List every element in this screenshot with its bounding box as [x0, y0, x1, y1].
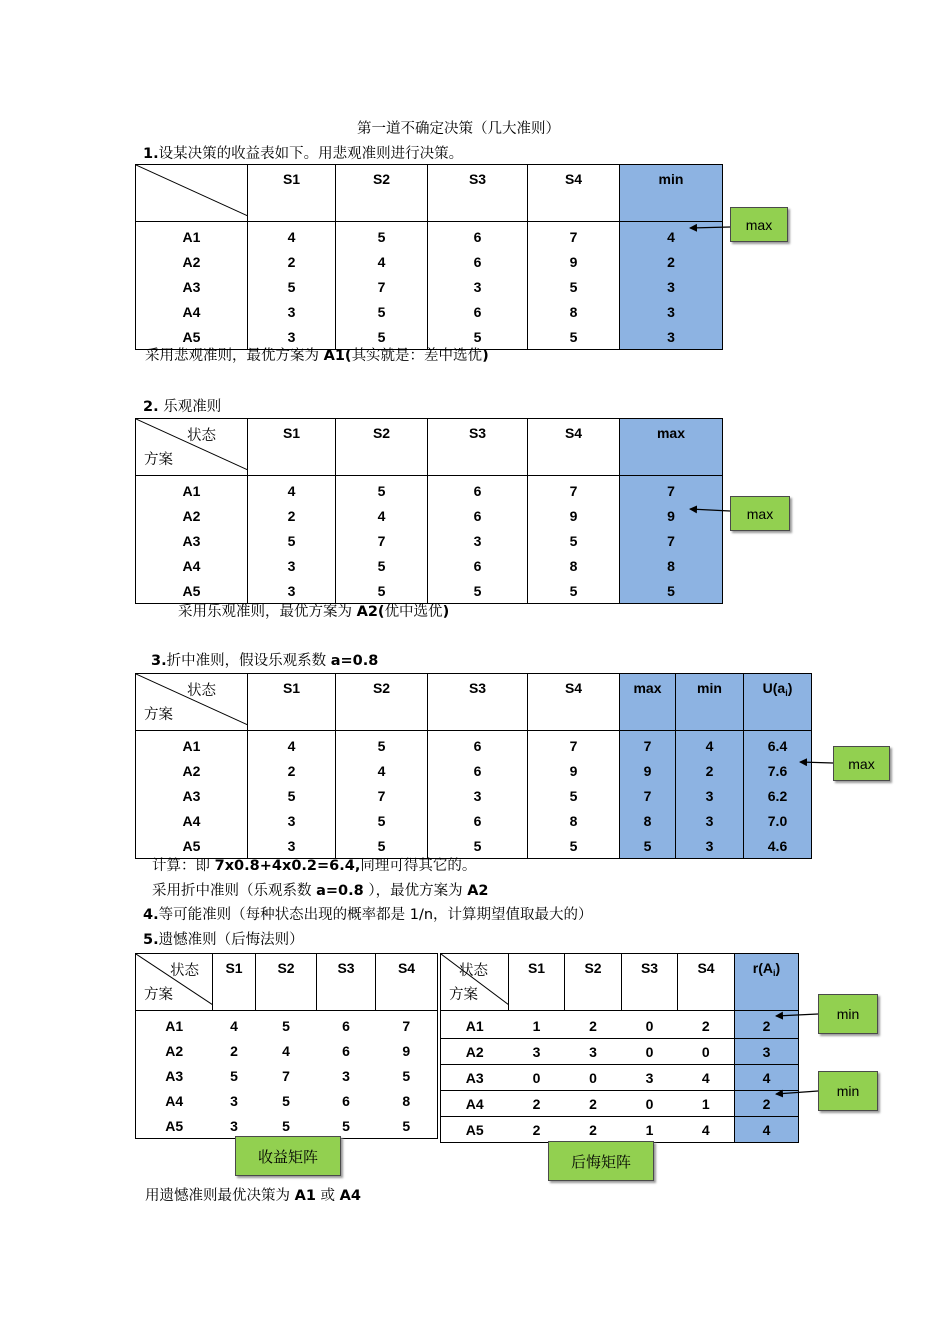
conclusion-note: 优中选优	[384, 604, 443, 620]
callout-max-1: max	[730, 207, 788, 242]
cell: 6	[428, 222, 528, 250]
cell: 6	[428, 808, 528, 833]
cell: 3	[230, 1092, 238, 1109]
min-cell: 3	[676, 783, 744, 808]
cell: 1	[622, 1117, 678, 1143]
cell: 0	[622, 1039, 678, 1065]
corner-option-label: 方案	[144, 987, 173, 1003]
max-cell: 7	[620, 731, 676, 759]
calc-formula: 7x0.8+4x0.2=6.4,	[214, 858, 361, 874]
cell: 2	[565, 1117, 622, 1143]
col-header: S3	[622, 954, 678, 1011]
col-header: S2	[256, 954, 317, 1011]
cell: 1	[532, 1017, 541, 1034]
col-header: S1	[213, 954, 256, 1011]
cell: 5	[336, 833, 428, 859]
row-label: A3	[182, 278, 201, 295]
cell: 3	[622, 1065, 678, 1091]
cell: 6	[342, 1042, 350, 1059]
cell: 3	[248, 808, 336, 833]
max-cell: 8	[620, 808, 676, 833]
row-label: A3	[182, 532, 201, 549]
row-label: A5	[182, 582, 201, 599]
cell: 5	[528, 578, 620, 604]
cell: 5	[248, 783, 336, 808]
payoff-matrix-label: 收益矩阵	[235, 1136, 341, 1176]
section5-number: 5.	[143, 932, 159, 948]
cell: 2	[248, 758, 336, 783]
corner-state-label: 状态	[187, 683, 216, 699]
r-header-main: r(A	[752, 960, 774, 976]
max-cell: 9	[620, 758, 676, 783]
conclusion-answer-1: A1	[294, 1188, 316, 1204]
min-cell: 3	[676, 833, 744, 859]
row-label: A1	[465, 1017, 484, 1034]
max-cell: 9	[620, 503, 723, 528]
cell: 5	[336, 578, 428, 604]
cell: 5	[282, 1092, 290, 1109]
max-cell: 7	[620, 476, 723, 504]
min-cell: 3	[620, 274, 723, 299]
cell: 9	[528, 503, 620, 528]
min-header: min	[676, 674, 744, 731]
cell: 3	[565, 1039, 622, 1065]
cell: 3	[248, 833, 336, 859]
r-cell: 2	[735, 1091, 799, 1117]
cell: 5	[336, 476, 428, 504]
cell: 5	[336, 222, 428, 250]
min-cell: 4	[620, 222, 723, 250]
cell: 6	[428, 249, 528, 274]
cell: 0	[645, 1017, 654, 1034]
cell: 7	[528, 222, 620, 250]
corner-state-label: 状态	[459, 963, 488, 979]
conclusion-text: 采用悲观准则，最优方案为	[145, 348, 324, 364]
col-header: S2	[336, 419, 428, 476]
arrow-left-icon	[690, 227, 730, 228]
cell: 9	[528, 249, 620, 274]
conclusion-answer: A2(	[356, 604, 385, 620]
col-header: S1	[248, 674, 336, 731]
row-label: A3	[165, 1067, 184, 1084]
cell: 7	[528, 731, 620, 759]
cell: 7	[528, 476, 620, 504]
cell: 9	[402, 1042, 411, 1059]
row-label: A1	[182, 482, 201, 499]
cell: 5	[428, 578, 528, 604]
col-header: S1	[248, 419, 336, 476]
cell: 4	[336, 249, 428, 274]
cell: 9	[528, 758, 620, 783]
cell: 3	[428, 783, 528, 808]
cell: 7	[282, 1067, 290, 1084]
cell: 5	[336, 324, 428, 350]
cell: 2	[248, 249, 336, 274]
cell: 8	[528, 553, 620, 578]
min-cell: 4	[676, 731, 744, 759]
col-header: S3	[428, 674, 528, 731]
corner-state-label: 状态	[187, 428, 216, 444]
arrow-left-icon	[800, 762, 833, 763]
arrow-left-icon	[776, 1091, 818, 1094]
section3-heading-text: 折中准则，假设乐观系数	[166, 653, 331, 669]
callout-min-1: min	[818, 994, 878, 1034]
cell: 5	[230, 1067, 238, 1084]
u-cell: 6.2	[744, 783, 812, 808]
cell: 6	[428, 299, 528, 324]
cell: 2	[701, 1017, 710, 1034]
cell: 6	[428, 731, 528, 759]
cell: 5	[248, 274, 336, 299]
cell: 0	[509, 1065, 565, 1091]
section2-heading-text: 乐观准则	[158, 399, 222, 415]
cell: 1	[678, 1091, 735, 1117]
max-cell: 7	[620, 783, 676, 808]
row-label: A4	[182, 812, 201, 829]
r-cell: 3	[735, 1039, 799, 1065]
col-header: S4	[528, 165, 620, 222]
section1-heading-text: 设某决策的收益表如下。用悲观准则进行决策。	[158, 146, 464, 162]
row-label: A1	[182, 737, 201, 754]
section4-fraction: 1/n	[409, 907, 434, 923]
max-cell: 5	[620, 578, 723, 604]
cell: 0	[678, 1039, 735, 1065]
cell: 2	[589, 1017, 597, 1034]
row-label: A4	[182, 557, 201, 574]
cell: 5	[528, 833, 620, 859]
conclusion-text: 采用乐观准则，最优方案为	[178, 604, 357, 620]
cell: 7	[402, 1017, 411, 1034]
col-header: S1	[509, 954, 565, 1011]
max-cell: 8	[620, 553, 723, 578]
min-cell: 2	[620, 249, 723, 274]
cell: 3	[248, 299, 336, 324]
cell: 2	[509, 1091, 565, 1117]
cell: 3	[248, 553, 336, 578]
cell: 5	[282, 1017, 290, 1034]
arrow-left-icon	[776, 1014, 818, 1016]
cell: 6	[428, 476, 528, 504]
cell: 5	[342, 1117, 350, 1134]
min-cell: 3	[620, 299, 723, 324]
row-label: A4	[441, 1091, 509, 1117]
cell: 8	[528, 808, 620, 833]
row-label: A1	[165, 1017, 184, 1034]
cell: 6	[428, 553, 528, 578]
r-cell: 4	[735, 1117, 799, 1143]
u-header-sub: i	[785, 688, 788, 698]
page-title: 第一道不确定决策（几大准则）	[357, 121, 560, 137]
concl-text: 采用折中准则（乐观系数	[152, 883, 317, 899]
max-cell: 7	[620, 528, 723, 553]
cell: 7	[336, 528, 428, 553]
cell: 2	[565, 1091, 622, 1117]
cell: 5	[336, 299, 428, 324]
section4-text-2: ，计算期望值取最大的）	[433, 907, 593, 923]
cell: 3	[230, 1117, 238, 1134]
row-label: A4	[182, 303, 201, 320]
r-header-end: )	[775, 960, 781, 976]
col-header: S3	[428, 165, 528, 222]
cell: 4	[282, 1042, 290, 1059]
cell: 4	[248, 731, 336, 759]
row-label: A2	[182, 253, 201, 270]
cell: 3	[342, 1067, 350, 1084]
u-cell: 4.6	[744, 833, 812, 859]
cell: 3	[248, 578, 336, 604]
row-label: A1	[182, 228, 201, 245]
r-cell: 2	[735, 1011, 799, 1039]
col-header: S1	[248, 165, 336, 222]
corner-option-label: 方案	[144, 452, 173, 468]
r-header-sub: i	[773, 968, 776, 978]
u-cell: 6.4	[744, 731, 812, 759]
row-label: A5	[441, 1117, 509, 1143]
cell: 7	[336, 783, 428, 808]
row-label: A3	[182, 787, 201, 804]
row-label: A4	[165, 1092, 184, 1109]
section4-number: 4.	[143, 907, 159, 923]
section1-number: 1.	[143, 146, 159, 162]
cell: 5	[428, 324, 528, 350]
section5-text: 遗憾准则（后悔法则）	[158, 932, 304, 948]
u-cell: 7.6	[744, 758, 812, 783]
cell: 6	[342, 1017, 350, 1034]
cell: 4	[678, 1065, 735, 1091]
row-label: A5	[182, 837, 201, 854]
arrow-left-icon	[690, 509, 730, 511]
max-cell: 5	[620, 833, 676, 859]
cell: 4	[230, 1017, 238, 1034]
min-cell: 3	[676, 808, 744, 833]
cell: 4	[678, 1117, 735, 1143]
row-label: A2	[441, 1039, 509, 1065]
conclusion-or: 或	[315, 1188, 340, 1204]
cell: 5	[336, 808, 428, 833]
u-header-end: )	[787, 680, 793, 696]
cell: 2	[509, 1117, 565, 1143]
cell: 5	[402, 1117, 411, 1134]
cell: 4	[248, 222, 336, 250]
row-label: A5	[165, 1117, 184, 1134]
conclusion-answer: A1(	[323, 348, 352, 364]
max-header: max	[620, 419, 723, 476]
col-header: S2	[565, 954, 622, 1011]
conclusion-note: 其实就是：差中选优	[351, 348, 483, 364]
cell: 3	[428, 274, 528, 299]
cell: 5	[336, 553, 428, 578]
cell: 3	[248, 324, 336, 350]
cell: 3	[428, 528, 528, 553]
section4-text: 等可能准则（每种状态出现的概率都是	[158, 907, 410, 923]
col-header: S2	[336, 165, 428, 222]
callout-max-2: max	[730, 496, 790, 531]
col-header: S4	[376, 954, 438, 1011]
row-label: A2	[165, 1042, 184, 1059]
col-header: S4	[678, 954, 735, 1011]
col-header: S4	[528, 674, 620, 731]
min-cell: 3	[620, 324, 723, 350]
conclusion-paren: )	[442, 604, 450, 620]
concl-answer: A2	[467, 883, 489, 899]
row-label: A2	[182, 507, 201, 524]
cell: 6	[428, 758, 528, 783]
cell: 5	[402, 1067, 411, 1084]
cell: 5	[282, 1117, 290, 1134]
cell: 5	[528, 324, 620, 350]
corner-state-label: 状态	[170, 963, 199, 979]
cell: 3	[509, 1039, 565, 1065]
cell: 6	[428, 503, 528, 528]
u-cell: 7.0	[744, 808, 812, 833]
col-header: S2	[336, 674, 428, 731]
cell: 5	[248, 528, 336, 553]
cell: 4	[248, 476, 336, 504]
cell: 8	[402, 1092, 411, 1109]
callout-max-3: max	[833, 746, 890, 781]
u-header-main: U(a	[762, 680, 786, 696]
max-header: max	[620, 674, 676, 731]
callout-min-2: min	[818, 1071, 878, 1111]
cell: 2	[230, 1042, 238, 1059]
corner-option-label: 方案	[449, 987, 478, 1003]
calc-suffix: 同理可得其它的。	[360, 858, 477, 874]
cell: 5	[528, 274, 620, 299]
cell: 5	[528, 528, 620, 553]
cell: 5	[336, 731, 428, 759]
col-header: S4	[528, 419, 620, 476]
cell: 6	[342, 1092, 350, 1109]
section3-coefficient: a=0.8	[330, 653, 379, 669]
min-cell: 2	[676, 758, 744, 783]
row-label: A5	[182, 328, 201, 345]
cell: 0	[622, 1091, 678, 1117]
cell: 4	[336, 758, 428, 783]
r-cell: 4	[735, 1065, 799, 1091]
calc-prefix: 计算：即	[152, 858, 215, 874]
cell: 8	[528, 299, 620, 324]
cell: 5	[528, 783, 620, 808]
cell: 5	[428, 833, 528, 859]
cell: 2	[248, 503, 336, 528]
row-label: A3	[441, 1065, 509, 1091]
cell: 4	[336, 503, 428, 528]
col-header: S3	[317, 954, 376, 1011]
concl-coefficient: a=0.8	[316, 883, 364, 899]
cell: 0	[565, 1065, 622, 1091]
conclusion-text: 用遗憾准则最优决策为	[145, 1188, 295, 1204]
regret-matrix-label: 后悔矩阵	[548, 1141, 654, 1181]
row-label: A2	[182, 762, 201, 779]
section3-number: 3.	[151, 653, 167, 669]
col-header: S3	[428, 419, 528, 476]
cell: 7	[336, 274, 428, 299]
section2-number: 2.	[143, 399, 159, 415]
conclusion-paren: )	[482, 348, 489, 364]
conclusion-answer-2: A4	[339, 1188, 361, 1204]
min-header: min	[620, 165, 723, 222]
corner-option-label: 方案	[144, 707, 173, 723]
concl-text-2: ），最优方案为	[363, 883, 468, 899]
